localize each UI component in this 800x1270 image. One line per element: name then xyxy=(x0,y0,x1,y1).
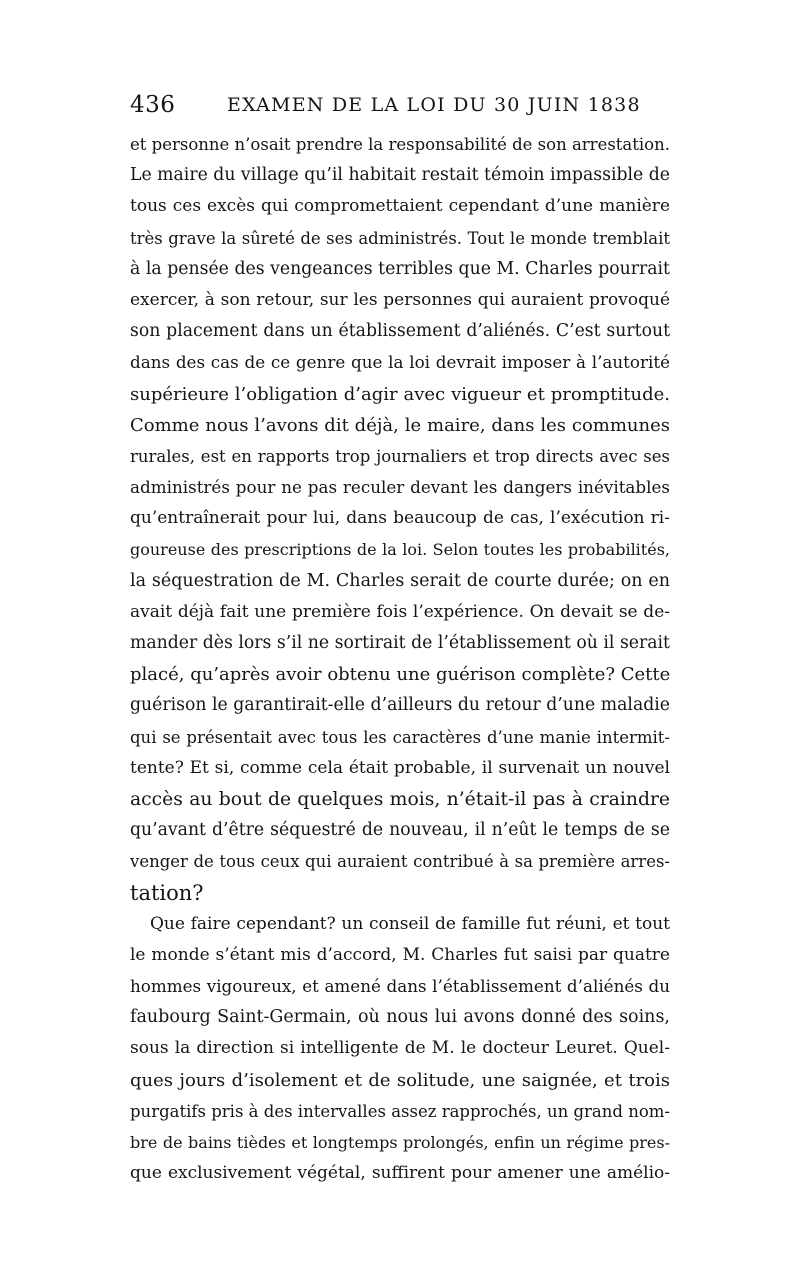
text-line: guérison le garantirait-elle d’ailleurs du retour d’une maladie xyxy=(130,695,670,716)
text-line: accès au bout de quelques mois, n’était-il pas à craindre xyxy=(130,788,670,810)
text-line: bre de bains tièdes et longtemps prolongés, enfin un régime pres- xyxy=(130,1133,670,1152)
page-header xyxy=(130,92,670,126)
text-line: dans des cas de ce genre que la loi devrait imposer à l’autorité xyxy=(130,352,670,373)
text-line: purgatifs pris à des intervalles assez rapprochés, un grand nom- xyxy=(130,1101,670,1121)
text-line: son placement dans un établissement d’aliénés. C’est surtout xyxy=(130,321,670,342)
text-line: hommes vigoureux, et amené dans l’établissement d’aliénés du xyxy=(130,976,670,997)
text-line: tation? xyxy=(130,880,204,905)
text-line: qui se présentait avec tous les caractères d’une manie intermit- xyxy=(130,727,670,747)
text-line: avait déjà fait une première fois l’expérience. On devait se de- xyxy=(130,601,670,622)
text-line: goureuse des prescriptions de la loi. Selon toutes les probabilités, xyxy=(130,540,670,560)
body-text xyxy=(130,129,670,1189)
text-line: mander dès lors s’il ne sortirait de l’établissement où il serait xyxy=(130,633,670,653)
text-line: exercer, à son retour, sur les personnes qui auraient provoqué xyxy=(130,289,670,310)
text-line: la séquestration de M. Charles serait de courte durée; on en xyxy=(130,570,670,591)
text-line: supérieure l’obligation d’agir avec vigueur et promptitude. xyxy=(130,383,670,405)
text-line: Que faire cependant? un conseil de famille fut réuni, et tout xyxy=(150,913,670,934)
text-line: rurales, est en rapports trop journaliers et trop directs avec ses xyxy=(130,446,670,466)
running-title: EXAMEN DE LA LOI DU 30 JUIN 1838 xyxy=(227,94,641,116)
text-line: tous ces excès qui compromettaient cependant d’une manière xyxy=(130,196,670,217)
text-line: faubourg Saint-Germain, où nous lui avons donné des soins, xyxy=(130,1007,670,1028)
text-line: à la pensée des vengeances terribles que M. Charles pourrait xyxy=(130,258,670,279)
text-line: sous la direction si intelligente de M. le docteur Leuret. Quel- xyxy=(130,1038,670,1059)
text-line: administrés pour ne pas reculer devant les dangers inévitables xyxy=(130,477,670,498)
text-line: Le maire du village qu’il habitait restait témoin impassible de xyxy=(130,165,670,186)
text-line: qu’avant d’être séquestré de nouveau, il n’eût le temps de se xyxy=(130,820,670,841)
text-line: très grave la sûreté de ses administrés. Tout le monde tremblait xyxy=(130,228,670,248)
text-line: ques jours d’isolement et de solitude, une saignée, et trois xyxy=(130,1069,670,1091)
text-line: placé, qu’après avoir obtenu une guérison complète? Cette xyxy=(130,664,671,686)
page-number: 436 xyxy=(130,92,176,118)
text-line: tente? Et si, comme cela était probable, il survenait un nouvel xyxy=(130,757,670,778)
text-line: Comme nous l’avons dit déjà, le maire, dans les communes xyxy=(130,414,670,436)
text-line: qu’entraînerait pour lui, dans beaucoup de cas, l’exécution ri- xyxy=(130,508,670,529)
text-line: le monde s’étant mis d’accord, M. Charles fut saisi par quatre xyxy=(130,944,670,965)
text-line: venger de tous ceux qui auraient contribué à sa première arres- xyxy=(130,852,670,872)
text-line: et personne n’osait prendre la responsabilité de son arrestation. xyxy=(130,135,670,154)
text-line: que exclusivement végétal, suffirent pour amener une amélio- xyxy=(130,1163,670,1184)
